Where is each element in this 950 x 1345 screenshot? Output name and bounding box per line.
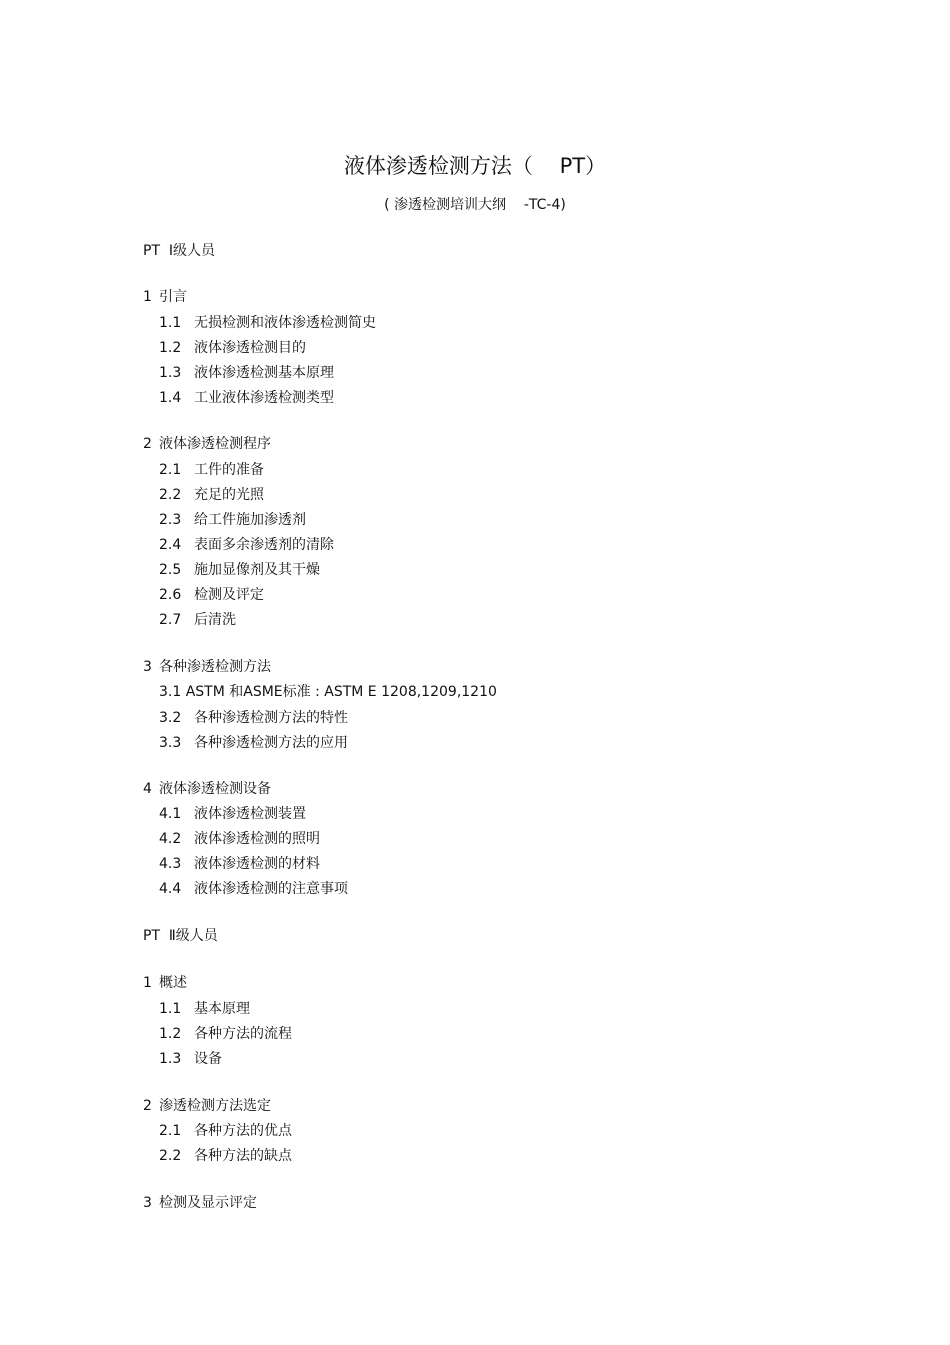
outline-subitem [159,585,264,605]
item-number: 2.7 [159,612,182,628]
item-text: 各种渗透检测方法的应用 [194,735,348,751]
outline-subitem [159,610,236,630]
item-text: 液体渗透检测的注意事项 [194,881,348,897]
outline-section [143,1096,271,1116]
item-text: 检测及显示评定 [159,1195,257,1211]
item-number: 1.3 [159,365,182,381]
document-subtitle: ( 渗透检测培训大纲 -TC-4) [384,197,566,213]
outline-section [143,657,271,677]
item-text: 基本原理 [194,1001,250,1017]
outline-subitem [159,460,264,480]
item-number: 2.1 [159,462,182,478]
item-number: 2.3 [159,512,182,528]
item-number: 1.1 [159,315,182,331]
item-number: 4 [143,781,152,797]
outline-subitem [159,388,334,408]
level-heading-text: PT Ⅱ级人员 [143,928,218,944]
outline-section [143,973,187,993]
item-text: 液体渗透检测设备 [159,781,271,797]
item-number: 4.2 [159,831,182,847]
item-number: 4.1 [159,806,182,822]
item-text: 工业液体渗透检测类型 [194,390,334,406]
document-title: 液体渗透检测方法（ PT） [343,154,607,178]
outline-subitem [159,682,497,702]
outline-subitem [159,1049,222,1069]
outline-subitem [159,560,320,580]
level-heading-text: PT Ⅰ级人员 [143,243,216,259]
item-number: 1.3 [159,1051,182,1067]
item-number: 1.2 [159,1026,182,1042]
item-number: 3.3 [159,735,182,751]
item-text: 设备 [194,1051,222,1067]
item-number: 2.5 [159,562,182,578]
outline-subitem-text: 3.1 ASTM 和ASME标准 : ASTM E 1208,1209,1210 [159,684,497,700]
item-text: 液体渗透检测的材料 [194,856,320,872]
outline-section [143,287,187,307]
item-text: 各种渗透检测方法 [159,659,271,675]
item-number: 2 [143,436,152,452]
item-text: 表面多余渗透剂的清除 [194,537,334,553]
item-number: 2 [143,1098,152,1114]
item-number: 4.3 [159,856,182,872]
item-text: 施加显像剂及其干燥 [194,562,320,578]
outline-subitem [159,708,348,728]
item-number: 4.4 [159,881,182,897]
outline-subitem [159,879,348,899]
level-heading [143,241,215,261]
item-text: 各种渗透检测方法的特性 [194,710,348,726]
item-text: 液体渗透检测程序 [159,436,271,452]
item-number: 2.2 [159,1148,182,1164]
outline-subitem [159,338,306,358]
item-text: 液体渗透检测基本原理 [194,365,334,381]
outline-subitem [159,510,306,530]
item-text: 各种方法的优点 [194,1123,292,1139]
item-number: 1 [143,975,152,991]
item-number: 3 [143,1195,152,1211]
item-number: 2.1 [159,1123,182,1139]
item-number: 1 [143,289,152,305]
outline-subitem [159,804,306,824]
outline-subitem [159,363,334,383]
item-text: 引言 [159,289,187,305]
outline-subitem [159,535,334,555]
item-text: 充足的光照 [194,487,264,503]
item-text: 无损检测和液体渗透检测简史 [194,315,376,331]
outline-subitem [159,999,250,1019]
item-number: 3 [143,659,152,675]
item-number: 1.4 [159,390,182,406]
item-text: 工件的准备 [194,462,264,478]
outline-section [143,434,271,454]
item-number: 3.2 [159,710,182,726]
outline-section [143,779,271,799]
item-text: 检测及评定 [194,587,264,603]
outline-subitem [159,829,320,849]
outline-section [143,1193,257,1213]
outline-subitem [159,485,264,505]
item-text: 给工件施加渗透剂 [194,512,306,528]
item-text: 概述 [159,975,187,991]
item-number: 2.2 [159,487,182,503]
item-number: 1.1 [159,1001,182,1017]
item-text: 液体渗透检测的照明 [194,831,320,847]
outline-subitem [159,733,348,753]
item-text: 渗透检测方法选定 [159,1098,271,1114]
item-text: 液体渗透检测目的 [194,340,306,356]
item-number: 2.4 [159,537,182,553]
outline-subitem [159,1121,292,1141]
item-text: 各种方法的流程 [194,1026,292,1042]
outline-subitem [159,313,376,333]
outline-subitem [159,1024,292,1044]
outline-subitem [159,854,320,874]
outline-subitem [159,1146,292,1166]
item-number: 2.6 [159,587,182,603]
item-text: 各种方法的缺点 [194,1148,292,1164]
level-heading [143,926,218,946]
item-text: 液体渗透检测装置 [194,806,306,822]
item-text: 后清洗 [194,612,236,628]
item-number: 1.2 [159,340,182,356]
